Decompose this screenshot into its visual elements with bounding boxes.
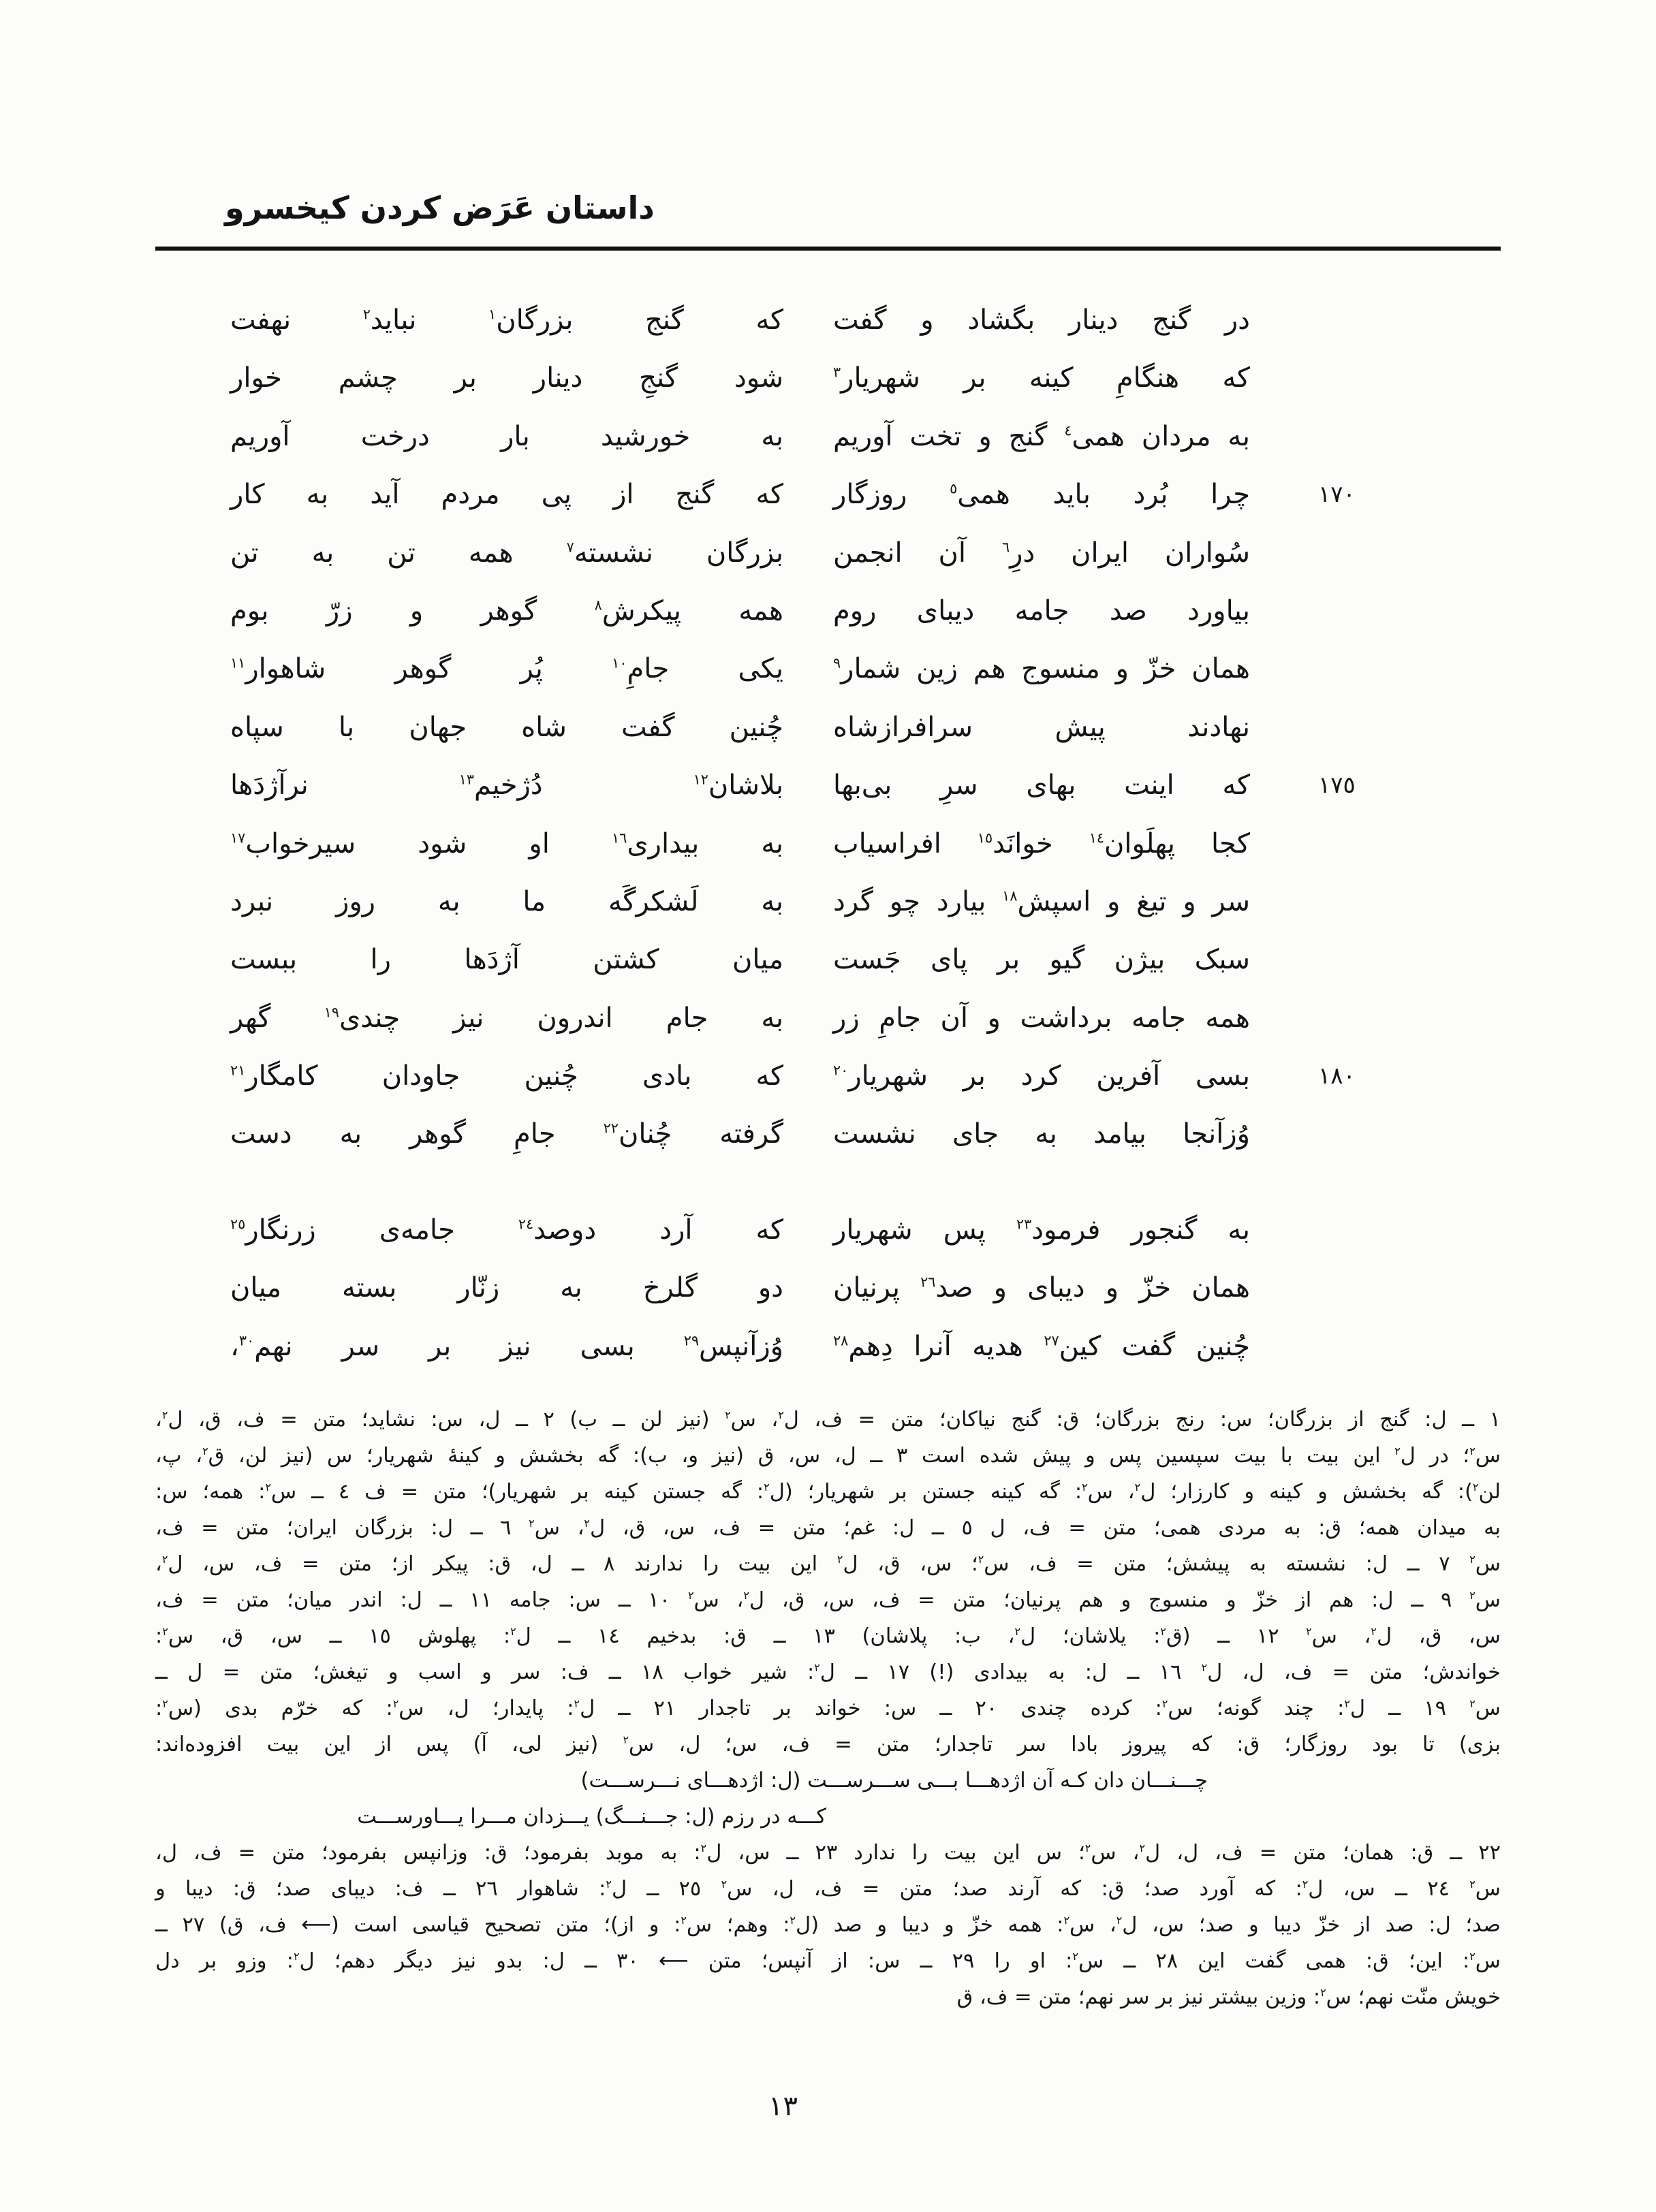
footnotes-block [155,1402,1501,2015]
footnote-line: ١ ــ ل: گنج از بزرگان؛ س: رنج بزرگان؛ ق: گنج نیاکان؛ متن = ف، ل$^٢$، س$^٢$ (نیز لن ــ ب) ٢ ــ ل، س: نشاید؛ متن = ف، ق، ل$^٢$، [155,1408,1501,1432]
footnote-line: س$^٢$؛ در ل$^٢$ این بیت با بیت سپسین پس و پیش شده است ٣ ــ ل، س، ق (نیز و، ب): گه بخشش و کینهٔ شهریار؛ س (نیز لن، ق$^٢$، پ، [155,1444,1501,1468]
hemistich-second: که گنج از پی مردم آید به کار [230,479,783,511]
footnote-line: خواندش؛ متن = ف، ل، ل$^٢$ ١٦ ــ ل: به بیدادی (!) ١٧ ــ ل$^٢$: شیر خواب ١٨ ــ ف: سر و اسب و تیغش؛ متن = ل ــ [155,1660,1501,1684]
hemistich-second: گرفته چُنان$^{٢٢}$ جامِ گوهر به دست [230,1118,784,1150]
hemistich-second: یکی جامِ$^{١٠}$ پُر گوهر شاهوار$^{١١}$ [230,653,783,685]
hemistich-first: کجا پهلَوان$^{١٤}$ خوانَد$^{١٥}$ افراسیاب [833,827,1250,859]
verse-row [230,291,1369,349]
footnote-line: س$^٢$ ٢٤ ــ س، ل$^٢$: که آورد صد؛ ق: که آرند صد؛ متن = ف، ل، س$^٢$ ٢٥ ــ ل$^٢$: شاهوار ٢٦ ــ ف: دیبای صد؛ ق: دیبا و [155,1877,1501,1901]
verse-row [230,815,1369,873]
footnote-inserted-verse: کـــه در رزم (ل: جـــنـــگ) یـــزدان مـــرا یـــاورســـت [357,1805,826,1829]
verse-row [230,1318,1369,1376]
verse-row [230,1259,1369,1317]
hemistich-first: همان خزّ و دیبای و صد$^{٢٦}$ پرنیان [833,1272,1250,1304]
page-title: داستان عَرَض کردن کیخسرو [225,189,655,226]
hemistich-first: بسی آفرین کرد بر شهریار$^{٢٠}$ [833,1060,1250,1092]
verse-row [230,466,1369,524]
hemistich-first: بیاورد صد جامه دیبای روم [833,595,1250,627]
footnote-line: بزی) تا بود روزگار؛ ق: که پیروز بادا سر تاجدار؛ متن = ف، س؛ ل، س$^٢$ (نیز لی، آ) پس از این بیت افزوده‌اند: [155,1733,1501,1756]
hemistich-second: همه پیکرش$^٨$ گوهر و زرّ بوم [230,595,783,627]
hemistich-first: چرا بُرد باید همی$^٥$ روزگار [833,479,1250,511]
hemistich-second: به لَشکرگَه ما به روز نبرد [230,885,783,917]
verse-row [230,524,1369,582]
hemistich-second: دو گلرخ به زنّار بسته میان [230,1272,783,1304]
verse-row [230,640,1369,698]
verse-row [230,1047,1369,1105]
footnote-line: خویش منّت نهم؛ س$^٢$: وزین بیشتر نیز بر سر نهم؛ متن = ف، ق [956,1985,1501,2009]
hemistich-first: سبک بیژن گیو بر پای جَست [833,944,1250,976]
page-number: ١٣ [768,2091,798,2122]
verse-row [230,931,1369,989]
footnote-line: لن$^٢$): گه بخشش و کینه و کارزار؛ ل$^٢$، س$^٢$: گه کینه جستن بر شهریار؛ (ل$^٢$: گه جستن کینه بر شهریار)؛ متن = ف ٤ ــ س$^٢$: همه؛ س: [155,1480,1501,1504]
poem-block [230,291,1369,1376]
footnote-line: ٢٢ ــ ق: همان؛ متن = ف، ل، ل$^٢$، س$^٢$؛ س این بیت را ندارد ٢٣ ــ س، ل$^٢$: به موبد بفرمود؛ ق: وزانپس بفرمود؛ متن = ف، ل، [155,1841,1501,1865]
footnote-line: س، ق، ل$^٢$، س$^٢$ ١٢ ــ (ق$^٢$: یلاشان؛ ل$^٢$، ب: پلاشان) ١٣ ــ ق: بدخیم ١٤ ــ ل$^٢$: پهلوش ١٥ ــ س، ق، س$^٢$: [155,1624,1501,1648]
hemistich-second: بلاشان$^{١٢}$ دُژخیم$^{١٣}$ نرآژدَها [230,770,783,802]
verse-row [230,1201,1369,1259]
hemistich-second: وُزآنپس$^{٢٩}$ بسی نیز بر سر نهم$^{٣٠}$، [230,1330,783,1362]
verse-row [230,757,1369,815]
verse-number: ١٧٠ [1318,481,1356,509]
verse-row [230,873,1369,931]
footnote-line: س$^٢$ ١٩ ــ ل$^٢$: چند گونه؛ س$^٢$: کرده چندی ٢٠ ــ س: خواند بر تاجدار ٢١ ــ ل$^٢$: پایدار؛ ل، س$^٢$: که خرّم بدی (س$^٢$: [155,1696,1501,1720]
hemistich-second: میان کشتن آژدَها را ببست [230,944,783,976]
hemistich-second: چُنین گفت شاه جهان با سپاه [230,711,783,743]
verse-row [230,1105,1369,1163]
hemistich-first: همان خزّ و منسوج هم زین شمار$^٩$ [833,653,1250,685]
footnote-line: به میدان همه؛ ق: به مردی همی؛ متن = ف، ل ٥ ــ ل: غم؛ متن = ف، س، ق، ل$^٢$، س$^٢$ ٦ ــ ل: بزرگان ایران؛ متن = ف، [155,1516,1501,1540]
verse-row [230,990,1369,1047]
footnote-line: صد؛ ل: صد از خزّ دیبا و صد؛ س، ل$^٢$، س$^٢$: همه خزّ و دیبا و صد (ل$^٢$: وهم؛ س$^٢$: و از)؛ متن تصحیح قیاسی است (⟵ ف، ق) ٢٧ ــ [155,1913,1501,1937]
hemistich-first: به مردان همی$^٤$ گنج و تخت آوریم [833,420,1250,452]
hemistich-first: سر و تیغ و اسپش$^{١٨}$ بیارد چو گرد [833,885,1250,917]
hemistich-second: به جام اندرون نیز چندی$^{١٩}$ گهر [230,1002,783,1034]
header-rule-divider [155,247,1501,251]
verse-row [230,408,1369,466]
hemistich-first: که هنگامِ کینه بر شهریار$^٣$ [833,362,1250,394]
hemistich-second: که بادی چُنین جاودان کامگار$^{٢١}$ [230,1060,783,1092]
hemistich-first: به گنجور فرمود$^{٢٣}$ پس شهریار [833,1214,1251,1246]
hemistich-second: بزرگان نشسته$^٧$ همه تن به تن [230,537,784,569]
hemistich-first: همه جامه برداشت و آن جامِ زر [833,1002,1250,1034]
hemistich-first: در گنج دینار بگشاد و گفت [833,304,1250,336]
hemistich-second: شود گنجِ دینار بر چشم خوار [230,362,783,394]
hemistich-second: به بیداری$^{١٦}$ او شود سیرخواب$^{١٧}$ [230,827,783,859]
footnote-line: س$^٢$ ٧ ــ ل: نشسته به پیشش؛ متن = ف، س$^٢$؛ س، ق، ل$^٢$ این بیت را ندارند ٨ ــ ل، ق: پیکر از؛ متن = ف، س، ل$^٢$، [155,1552,1501,1576]
footnote-line: س$^٢$: این؛ ق: همی گفت این ٢٨ ــ س$^٢$: او را ٢٩ ــ س: از آنپس؛ متن ⟵ ٣٠ ــ ل: بدو نیز دیگر دهم؛ ل$^٢$: وزو بر دل [155,1949,1501,1973]
verse-number: ١٨٠ [1318,1062,1356,1090]
verse-row [230,349,1369,407]
verse-row [230,699,1369,757]
hemistich-second: به خورشید بار درخت آوریم [230,420,783,452]
hemistich-first: وُزآنجا بیامد به جای نشست [833,1118,1250,1150]
footnote-line: س$^٢$ ٩ ــ ل: هم از خزّ و منسوج و هم پرنیان؛ متن = ف، س، ق، ل$^٢$، س$^٢$ ١٠ ــ س: جامه ١١ ــ ل: اندر میان؛ متن = ف، [155,1588,1501,1612]
hemistich-first: که اینت بهای سرِ بی‌بها [833,770,1250,802]
hemistich-first: چُنین گفت کین$^{٢٧}$ هدیه آنرا دِهم$^{٢٨}$ [833,1330,1250,1362]
hemistich-first: سُواران ایران درِ$^٦$ آن انجمن [833,537,1250,569]
hemistich-first: نهادند پیش سرافرازشاه [833,711,1250,743]
footnote-inserted-verse: چـــنـــان دان کـه آن اژدهـــا بـــی ســـرســـت (ل: اژدهـــای نـــرســـت) [580,1769,1208,1792]
hemistich-second: که گنج بزرگان$^١$ نباید$^٢$ نهفت [230,304,784,336]
verse-row [230,582,1369,640]
hemistich-second: که آرد دوصد$^{٢٤}$ جامه‌ی زرنگار$^{٢٥}$ [230,1214,783,1246]
verse-number: ١٧٥ [1318,772,1356,800]
